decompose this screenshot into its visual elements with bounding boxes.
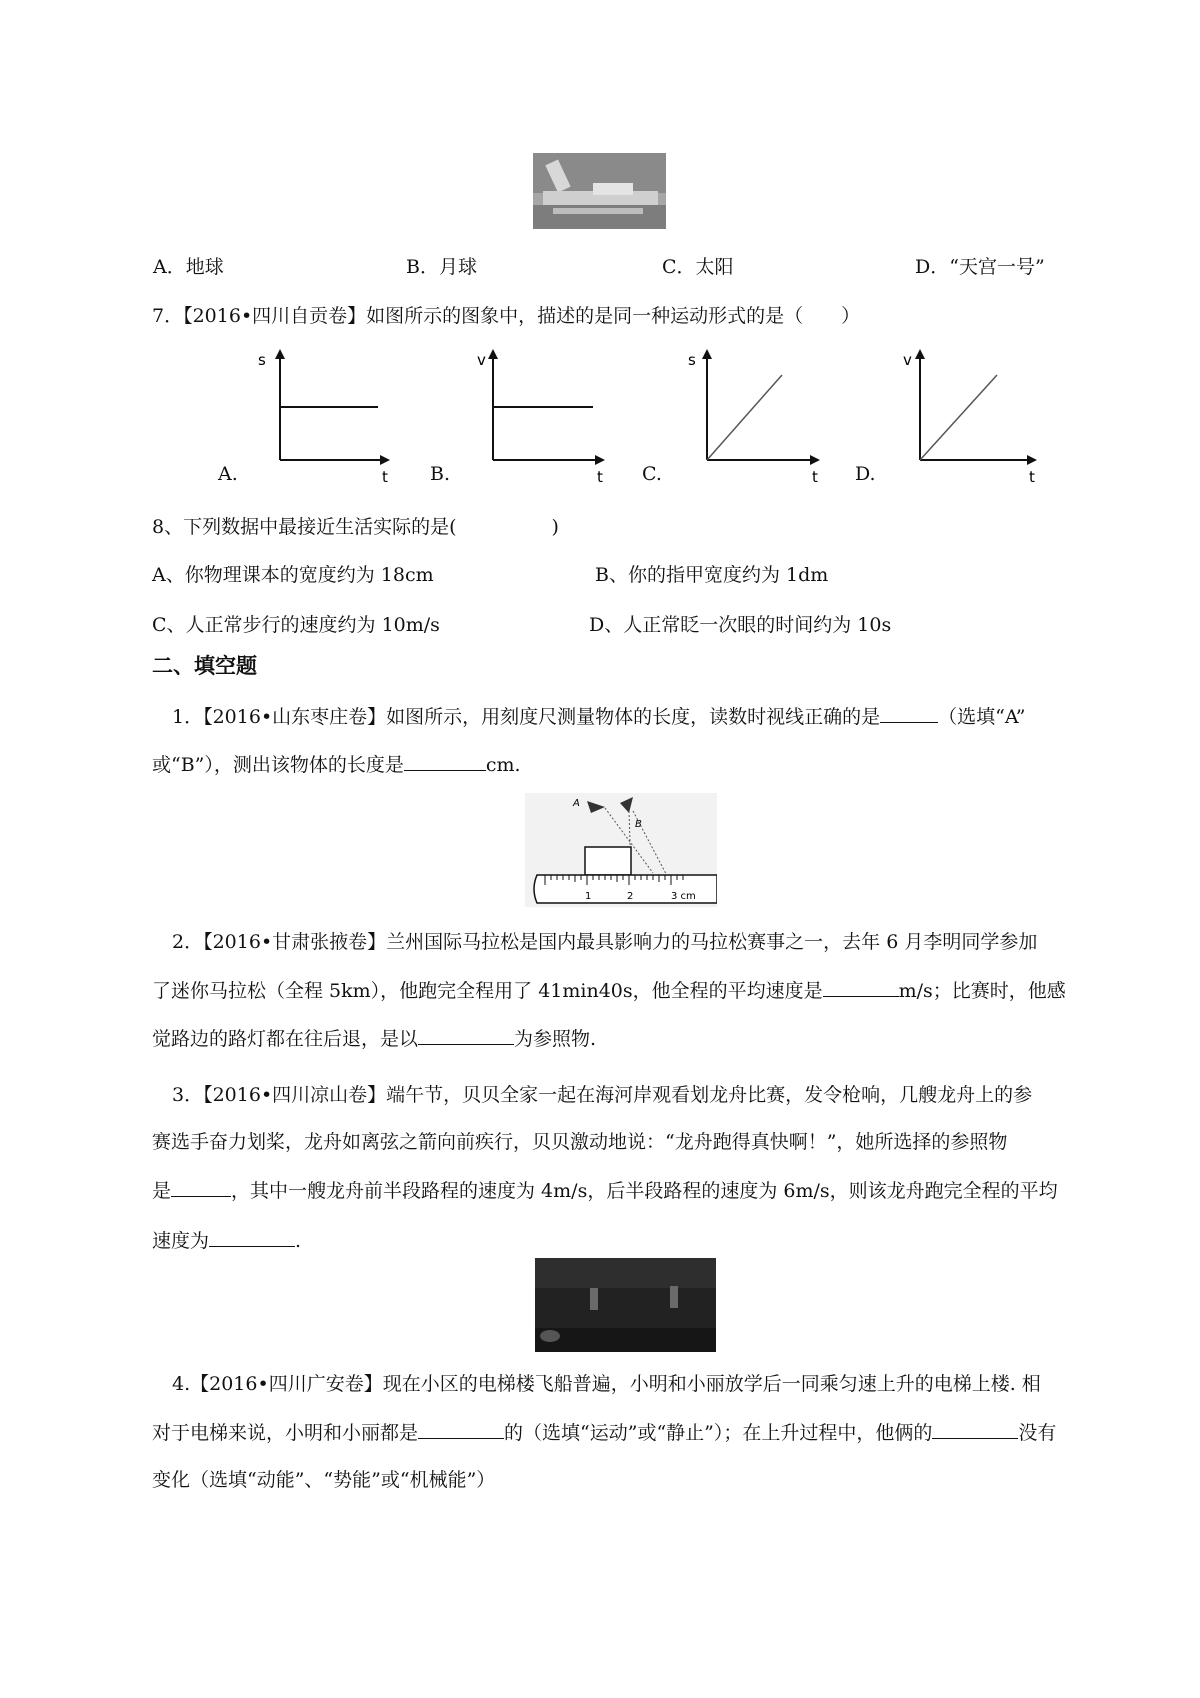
q7-graph-b-letter: B.	[430, 463, 451, 485]
f3-line4-tail: .	[295, 1230, 302, 1252]
q7-graph-c-axes	[630, 345, 830, 485]
f2-line1: 2．【2016•甘肃张掖卷】兰州国际马拉松是国内最具影响力的马拉松赛事之一，去年 6 月李明同学参加	[172, 931, 1038, 953]
f3-line3-text: 是	[152, 1180, 172, 1202]
f1-tick-2: 2	[627, 891, 634, 902]
f1-ruler-figure	[525, 793, 717, 907]
f4-blank-2[interactable]	[932, 1418, 1018, 1439]
f1-label-a: A	[573, 798, 580, 809]
f1-blank-2[interactable]	[404, 750, 486, 771]
q6-photo	[533, 153, 666, 229]
q6-option-b: B．月球	[406, 256, 477, 278]
f1-blank-1[interactable]	[880, 702, 938, 723]
f1-line2-text: 或“B”），测出该物体的长度是	[152, 754, 404, 776]
q6-option-a: A．地球	[153, 256, 224, 278]
q7-graph-b-xlabel: t	[597, 468, 603, 485]
f4-blank-1[interactable]	[418, 1418, 504, 1439]
q7-graph-c-ylabel: s	[688, 351, 696, 369]
section-title: 二、填空题	[152, 653, 257, 678]
q7-graph-b-ylabel: v	[477, 351, 486, 369]
f1-line1-text: 1．【2016•山东枣庄卷】如图所示，用刻度尺测量物体的长度，读数时视线正确的是	[172, 706, 881, 728]
f3-line1: 3．【2016•四川凉山卷】端午节，贝贝全家一起在海河岸观看划龙舟比赛，发令枪响，几艘龙舟上的参	[172, 1084, 1033, 1106]
f1-line2	[152, 750, 521, 779]
q8-option-c: C、人正常步行的速度约为 10m/s	[152, 614, 440, 636]
f2-blank-2[interactable]	[418, 1024, 514, 1045]
q7-graph-b-axes	[415, 345, 615, 485]
f4-line2-mid: 的（选填“运动”或“静止”）；在上升过程中，他俩的	[504, 1422, 933, 1444]
f2-line2	[152, 976, 1066, 1005]
q7-graph-c-xlabel: t	[812, 468, 818, 485]
f1-line1	[172, 702, 1026, 731]
q7-graph-a	[200, 345, 400, 485]
f3-photo-graphic	[535, 1258, 716, 1352]
f2-line3-text: 觉路边的路灯都在往后退，是以	[152, 1028, 419, 1050]
q6-option-d: D．“天宫一号”	[915, 256, 1045, 278]
f1-tick-1: 1	[585, 891, 592, 902]
q8-option-b: B、你的指甲宽度约为 1dm	[595, 564, 829, 586]
q7-graph-d-ylabel: v	[903, 351, 912, 369]
q8-option-d: D、人正常眨一次眼的时间约为 10s	[589, 614, 892, 636]
f4-line2-text: 对于电梯来说，小明和小丽都是	[152, 1422, 419, 1444]
f2-line3	[152, 1024, 596, 1053]
q7-graph-a-letter: A.	[218, 463, 238, 485]
q7-graph-d-axes	[845, 345, 1060, 485]
f4-line2	[152, 1418, 1056, 1447]
f2-line3-tail: 为参照物.	[514, 1028, 597, 1050]
f3-line3	[152, 1176, 1058, 1205]
q7-graph-d	[845, 345, 1060, 485]
f1-line2-tail: cm.	[485, 754, 521, 776]
f3-line2: 赛选手奋力划桨，龙舟如离弦之箭向前疾行，贝贝激动地说：“龙舟跑得真快啊！”，她所选择的参照物	[152, 1131, 1008, 1153]
q6-photo-graphic	[533, 153, 666, 229]
f4-line2-tail: 没有	[1018, 1422, 1057, 1444]
q7-graph-a-xlabel: t	[382, 468, 388, 485]
q7-graphs	[200, 345, 1060, 485]
f2-line2-tail: m/s；比赛时，他感	[898, 980, 1066, 1002]
f3-line4	[152, 1226, 301, 1255]
q8-stem: 8、下列数据中最接近生活实际的是( )	[152, 516, 559, 538]
f3-line3-tail: ，其中一艘龙舟前半段路程的速度为 4m/s，后半段路程的速度为 6m/s，则该龙舟跑完全程的平均	[231, 1180, 1058, 1202]
f3-photo	[535, 1258, 716, 1352]
f2-line2-text: 了迷你马拉松（全程 5km），他跑完全程用了 41min40s，他全程的平均速度是	[152, 980, 823, 1002]
f3-line4-text: 速度为	[152, 1230, 210, 1252]
q7-stem: 7．【2016•四川自贡卷】如图所示的图象中，描述的是同一种运动形式的是（ ）	[152, 305, 861, 327]
q6-option-c: C．太阳	[662, 256, 734, 278]
q7-graph-d-letter: D.	[855, 463, 876, 485]
f1-label-b: B	[635, 819, 642, 830]
q7-graph-c	[630, 345, 830, 485]
f4-line1: 4.【2016•四川广安卷】现在小区的电梯楼飞船普遍，小明和小丽放学后一同乘匀速上升的电梯上楼. 相	[172, 1373, 1041, 1395]
q7-graph-d-xlabel: t	[1029, 468, 1035, 485]
f1-tick-3: 3 cm	[671, 891, 696, 902]
q8-option-a: A、你物理课本的宽度约为 18cm	[152, 564, 434, 586]
f3-blank-2[interactable]	[209, 1226, 295, 1247]
f1-line1-tail: （选填“A”	[938, 706, 1026, 728]
q7-graph-a-ylabel: s	[258, 351, 266, 369]
f2-blank-1[interactable]	[823, 976, 899, 997]
f3-blank-1[interactable]	[171, 1176, 231, 1197]
f1-ruler-graphic	[525, 793, 717, 907]
q7-graph-b	[415, 345, 615, 485]
q7-graph-c-letter: C.	[642, 463, 662, 485]
f4-line3: 变化（选填“动能”、“势能”或“机械能”）	[152, 1469, 496, 1491]
q7-graph-a-axes	[200, 345, 400, 485]
